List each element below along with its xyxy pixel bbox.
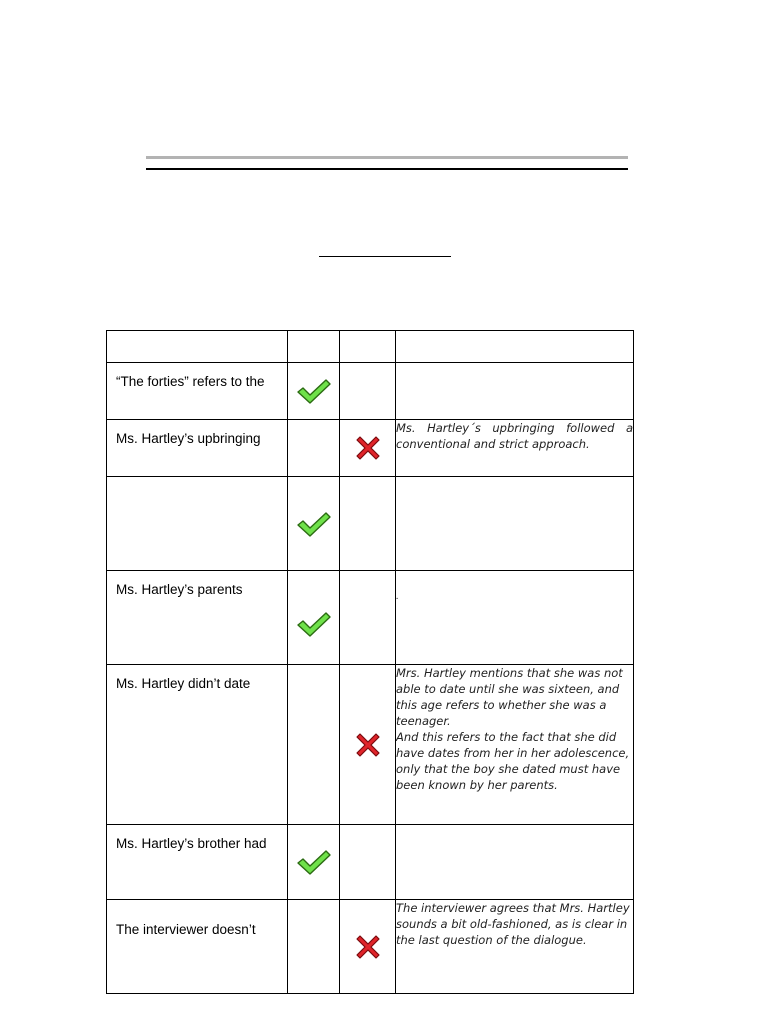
header-rule-gray <box>146 156 628 159</box>
statement-text: The interviewer doesn’t <box>116 922 256 937</box>
false-cell <box>340 477 396 571</box>
justification-cell <box>396 825 634 900</box>
justification-paragraph: And this refers to the fact that she did have dates from her in her adolescence, only that the boy she dated must have been known by her parents. <box>396 730 630 792</box>
check-icon <box>296 510 332 538</box>
false-cell <box>340 420 396 477</box>
table-row <box>107 363 634 420</box>
table-row <box>107 420 634 477</box>
statement-text: Ms. Hartley’s parents <box>116 582 243 597</box>
justification-text: Ms. Hartley´s upbringing followed a conventional and strict approach. <box>396 421 633 451</box>
cross-icon <box>354 933 382 961</box>
header-rule-black <box>146 168 628 170</box>
justification-cell <box>396 477 634 571</box>
false-cell <box>340 825 396 900</box>
true-cell <box>288 825 340 900</box>
table-row <box>107 665 634 825</box>
check-icon <box>296 848 332 876</box>
header-cell-false <box>340 331 396 363</box>
statement-cell <box>107 900 288 994</box>
true-cell <box>288 363 340 420</box>
statement-cell <box>107 825 288 900</box>
true-cell <box>288 665 340 825</box>
justification-text: The interviewer agrees that Mrs. Hartley sounds a bit old-fashioned, as is clear in the last question of the dialogue. <box>396 901 630 947</box>
false-cell <box>340 665 396 825</box>
statement-text: Ms. Hartley’s brother had <box>116 836 267 851</box>
justification-paragraph: Mrs. Hartley mentions that she was not able to date until she was sixteen, and this age refers to whether she was a teenager. <box>396 666 623 728</box>
statement-text <box>107 477 287 488</box>
true-cell <box>288 900 340 994</box>
table-row <box>107 571 634 665</box>
false-cell <box>340 363 396 420</box>
statement-cell <box>107 363 288 420</box>
title-underline <box>319 256 451 257</box>
justification-cell <box>396 665 634 825</box>
justification-text <box>396 665 633 793</box>
statement-cell <box>107 477 288 571</box>
table-row <box>107 825 634 900</box>
false-cell <box>340 900 396 994</box>
justification-cell <box>396 420 634 477</box>
justification-cell <box>396 571 634 665</box>
cross-icon <box>354 434 382 462</box>
justification-cell <box>396 363 634 420</box>
statement-text: Ms. Hartley’s upbringing <box>116 431 261 446</box>
header-cell-justification <box>396 331 634 363</box>
statement-cell <box>107 571 288 665</box>
header-cell-true <box>288 331 340 363</box>
table-row <box>107 900 634 994</box>
statement-text: “The forties” refers to the <box>116 374 265 389</box>
table-header-row <box>107 331 634 363</box>
check-icon <box>296 610 332 638</box>
statement-text: Ms. Hartley didn’t date <box>116 676 251 691</box>
header-cell-statement <box>107 331 288 363</box>
true-cell <box>288 571 340 665</box>
true-cell <box>288 420 340 477</box>
statement-cell <box>107 665 288 825</box>
statement-cell <box>107 420 288 477</box>
true-false-table <box>106 330 634 994</box>
true-cell <box>288 477 340 571</box>
table-row <box>107 477 634 571</box>
cross-icon <box>354 731 382 759</box>
check-icon <box>296 377 332 405</box>
justification-cell <box>396 900 634 994</box>
justification-text: . <box>396 592 399 602</box>
false-cell <box>340 571 396 665</box>
